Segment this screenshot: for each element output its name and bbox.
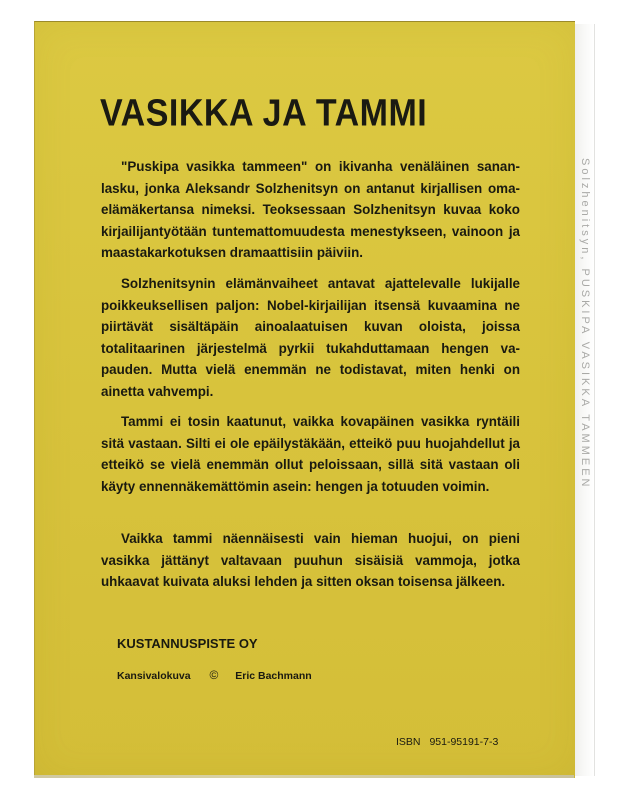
copyright-icon: ©	[209, 668, 219, 682]
publisher-name: KUSTANNUSPISTE OY	[117, 636, 258, 651]
spine-text: Solzhenitsyn, PUSKIPA VASIKKA TAMMEEN	[579, 158, 591, 490]
blurb-paragraph-2: Solzhenitsynin elämänvaiheet antavat ajattelevalle lukijalle poikkeuksellisen paljon: Nobel-kirjailijan itsensä kuvaamina ne piirtävät sisältäpäin ainoalaatuisen kuvan oloista, joissa totalitaarinen järjestelmä pyrkii tukahduttamaan hengen vapauden. Mutta vielä enemmän ne todistavat, miten henki on ainetta vahvempi.	[101, 276, 520, 399]
blurb-paragraph-1: "Puskipa vasikka tammeen" on ikivanha venäläinen sananlasku, jonka Aleksandr Solzhenitsyn on antanut kirjallisen omaelämäkertansa nimeksi. Teoksessaan Solzhenitsyn kuvaa koko kirjailijantyötään tuntemattomuudesta menestykseen, vainoon ja maastakarkotuksen dramaattisiin päiviin.	[101, 159, 520, 261]
blurb-paragraph-3: Tammi ei tosin kaatunut, vaikka kovapäinen vasikka ryntäili sitä vastaan. Silti ei ole epäilystäkään, etteikö puu huojahdellut ja etteikö se vielä enemmän ollut peloissaan, sillä sitä vastaan oli käyty ennennäkemättömin asein: hengen ja totuuden voimin.	[101, 414, 520, 494]
photographer-name: Eric Bachmann	[235, 670, 312, 682]
isbn-label: ISBN	[396, 736, 421, 748]
book-title: VASIKKA JA TAMMI	[100, 92, 428, 135]
isbn-number: 951-95191-7-3	[429, 736, 499, 748]
cover-bottom-edge-wear	[34, 775, 574, 778]
isbn	[396, 736, 498, 748]
credit-label: Kansivalokuva	[117, 670, 191, 682]
book-spine	[574, 24, 595, 776]
blurb-paragraph-4: Vaikka tammi näennäisesti vain hieman huojui, on pieni vasikka jättänyt valtavaan puuhun sisäisiä vammoja, jotka uhkaavat kuivata aluksi lehden ja sitten oksan toisensa jälkeen.	[101, 531, 520, 590]
cover-photo-credit	[117, 668, 312, 682]
